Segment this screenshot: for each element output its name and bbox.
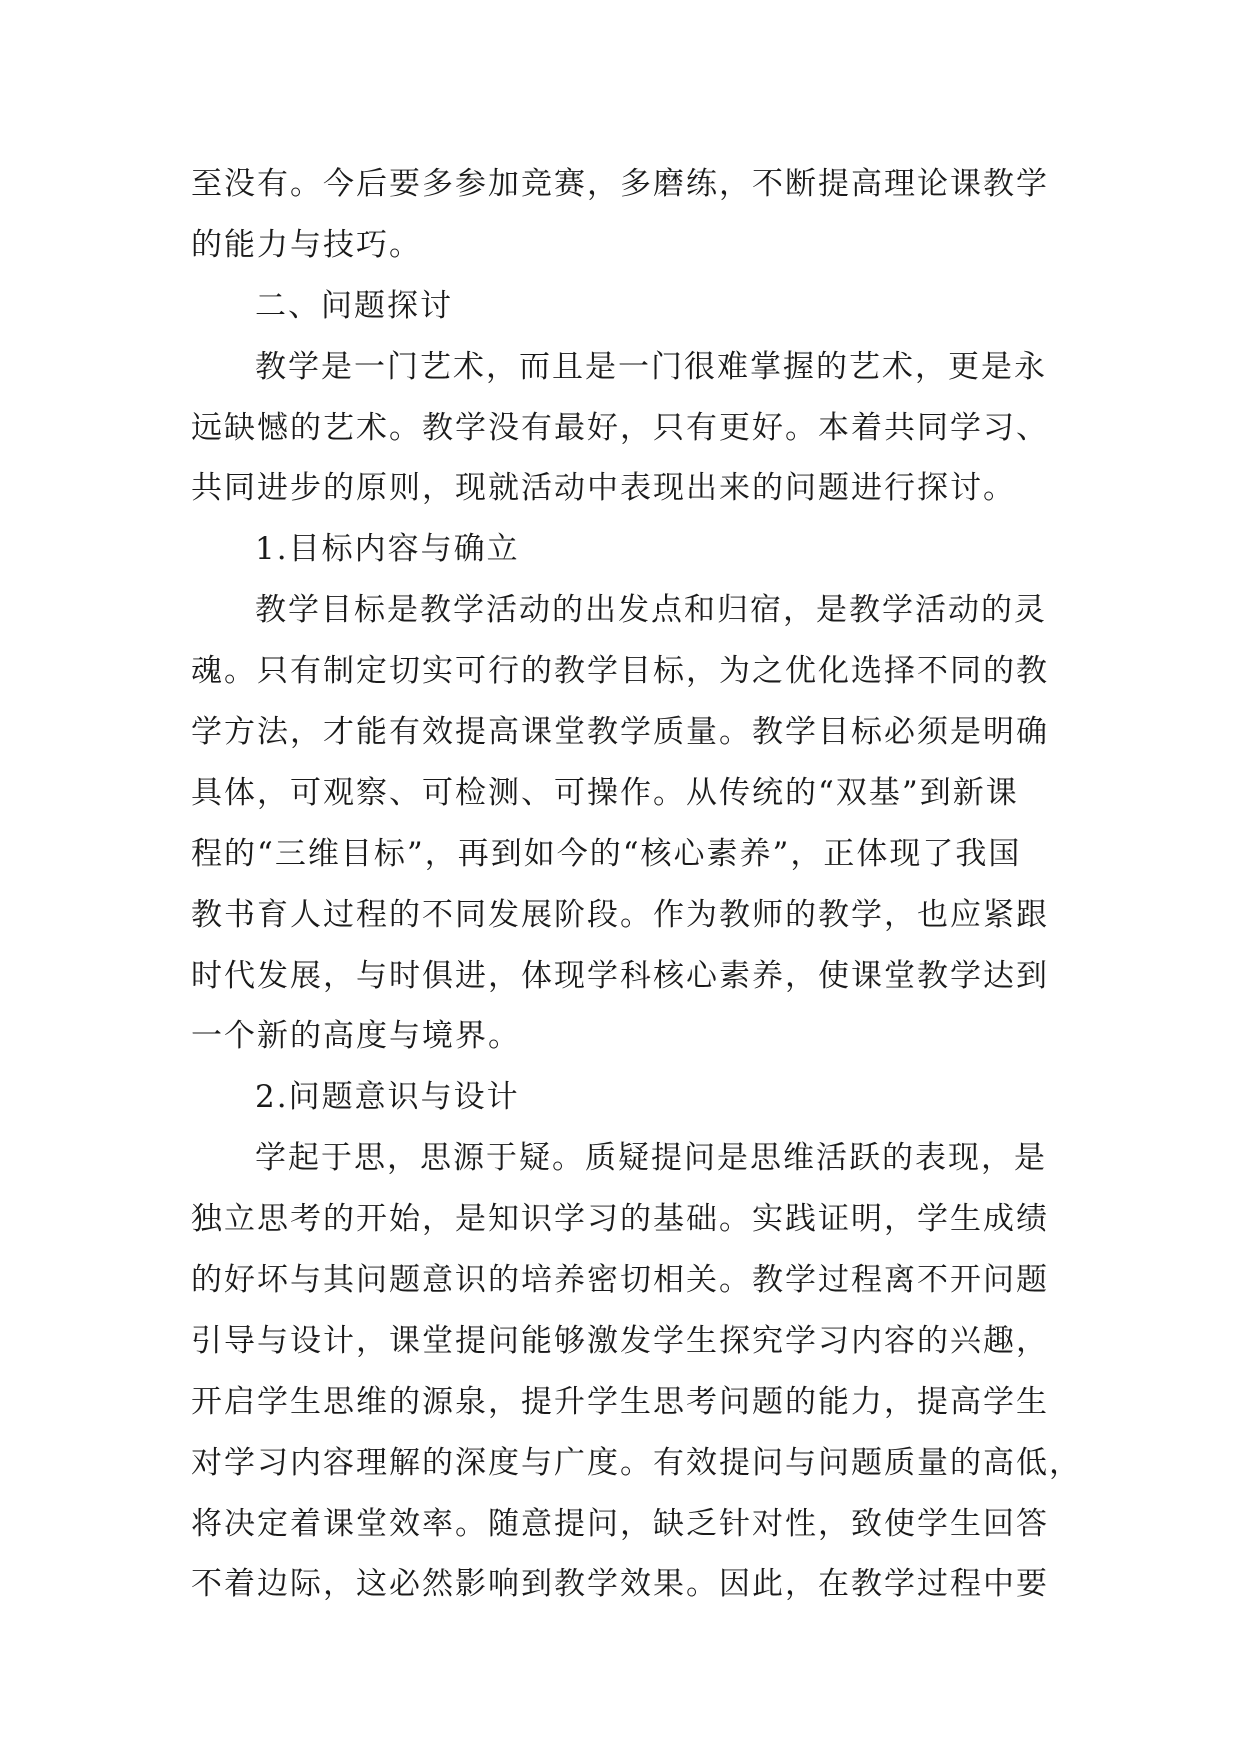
- text-line: 的能力与技巧。: [191, 226, 422, 263]
- text-line: 学方法，才能有效提高课堂教学质量。教学目标必须是明确: [191, 714, 1049, 751]
- text-line: 远缺憾的艺术。教学没有最好，只有更好。本着共同学习、: [191, 409, 1049, 446]
- body-text: [191, 154, 1082, 1615]
- subsection-heading: 1.目标内容与确立: [255, 531, 520, 568]
- paragraph-first-line: 学起于思，思源于疑。质疑提问是思维活跃的表现，是: [255, 1140, 1047, 1177]
- text-line: 具体，可观察、可检测、可操作。从传统的“双基”到新课: [191, 774, 1019, 811]
- text-line: 魂。只有制定切实可行的教学目标，为之优化选择不同的教: [191, 653, 1049, 690]
- paragraph-first-line: 教学目标是教学活动的出发点和归宿，是教学活动的灵: [255, 592, 1047, 629]
- text-line: 教书育人过程的不同发展阶段。作为教师的教学，也应紧跟: [191, 896, 1049, 933]
- text-line: 时代发展，与时俱进，体现学科核心素养，使课堂教学达到: [191, 957, 1049, 994]
- text-line: 引导与设计，课堂提问能够激发学生探究学习内容的兴趣，: [191, 1322, 1049, 1359]
- text-line: 独立思考的开始，是知识学习的基础。实践证明，学生成绩: [191, 1201, 1049, 1238]
- text-line: 程的“三维目标”，再到如今的“核心素养”，正体现了我国: [191, 835, 1022, 872]
- text-line: 一个新的高度与境界。: [191, 1018, 521, 1055]
- text-line: 至没有。今后要多参加竞赛，多磨练，不断提高理论课教学: [191, 166, 1049, 202]
- text-line: 将决定着课堂效率。随意提问，缺乏针对性，致使学生回答: [191, 1505, 1049, 1542]
- section-heading: 二、问题探讨: [255, 287, 453, 324]
- paragraph-first-line: 教学是一门艺术，而且是一门很难掌握的艺术，更是永: [255, 348, 1047, 385]
- text-line: 对学习内容理解的深度与广度。有效提问与问题质量的高低，: [191, 1444, 1082, 1481]
- subsection-heading: 2.问题意识与设计: [255, 1079, 520, 1116]
- text-line: 不着边际，这必然影响到教学效果。因此，在教学过程中要: [191, 1566, 1049, 1603]
- text-line: 共同进步的原则，现就活动中表现出来的问题进行探讨。: [191, 470, 1016, 507]
- text-line: 开启学生思维的源泉，提升学生思考问题的能力，提高学生: [191, 1383, 1049, 1420]
- text-line: 的好坏与其问题意识的培养密切相关。教学过程离不开问题: [191, 1262, 1049, 1299]
